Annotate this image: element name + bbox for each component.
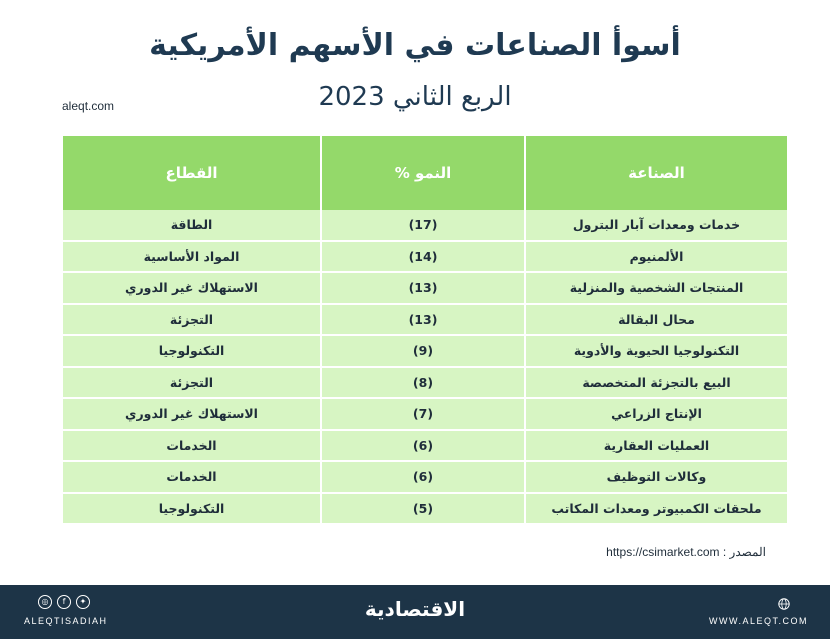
cell-growth: (7) xyxy=(321,398,525,430)
facebook-icon[interactable]: f xyxy=(57,595,71,609)
cell-industry: المنتجات الشخصية والمنزلية xyxy=(525,272,788,304)
globe-icon xyxy=(778,595,790,614)
cell-industry: خدمات ومعدات آبار البترول xyxy=(525,210,788,241)
cell-growth: (5) xyxy=(321,493,525,525)
source-note xyxy=(606,545,766,559)
table-row xyxy=(62,335,788,367)
cell-industry: العمليات العقارية xyxy=(525,430,788,462)
cell-growth: (13) xyxy=(321,304,525,336)
cell-sector: الاستهلاك غير الدوري xyxy=(62,398,321,430)
cell-industry: محال البقالة xyxy=(525,304,788,336)
instagram-icon[interactable]: ◎ xyxy=(38,595,52,609)
table-row xyxy=(62,272,788,304)
cell-sector: التجزئة xyxy=(62,367,321,399)
site-label: aleqt.com xyxy=(62,99,115,113)
cell-growth: (13) xyxy=(321,272,525,304)
page-title: أسوأ الصناعات في الأسهم الأمريكية xyxy=(149,28,681,63)
table-row xyxy=(62,367,788,399)
brand-logo: الاقتصادية xyxy=(364,597,466,621)
cell-sector: التكنولوجيا xyxy=(62,335,321,367)
cell-sector: الاستهلاك غير الدوري xyxy=(62,272,321,304)
cell-growth: (17) xyxy=(321,210,525,241)
cell-industry: ملحقات الكمبيوتر ومعدات المكاتب xyxy=(525,493,788,525)
website-link[interactable]: WWW.ALEQT.COM xyxy=(709,616,808,626)
cell-sector: الخدمات xyxy=(62,430,321,462)
cell-industry: التكنولوجيا الحيوية والأدوية xyxy=(525,335,788,367)
footer-bar xyxy=(0,585,830,639)
table-row xyxy=(62,241,788,273)
cell-growth: (8) xyxy=(321,367,525,399)
cell-sector: التكنولوجيا xyxy=(62,493,321,525)
industries-table xyxy=(61,136,789,525)
cell-industry: وكالات التوظيف xyxy=(525,461,788,493)
cell-growth: (9) xyxy=(321,335,525,367)
cell-sector: الخدمات xyxy=(62,461,321,493)
column-header-sector: القطاع xyxy=(62,136,321,210)
cell-growth: (6) xyxy=(321,430,525,462)
source-link[interactable]: https://csimarket.com xyxy=(606,545,720,559)
page-subtitle: الربع الثاني 2023 xyxy=(318,82,512,112)
table-row xyxy=(62,493,788,525)
twitter-icon[interactable]: ✦ xyxy=(76,595,90,609)
cell-sector: الطاقة xyxy=(62,210,321,241)
table-row xyxy=(62,461,788,493)
table-header-row xyxy=(62,136,788,210)
social-handle[interactable]: ALEQTISADIAH xyxy=(24,616,108,626)
cell-sector: المواد الأساسية xyxy=(62,241,321,273)
cell-industry: الإنتاج الزراعي xyxy=(525,398,788,430)
cell-sector: التجزئة xyxy=(62,304,321,336)
table-row xyxy=(62,304,788,336)
cell-growth: (14) xyxy=(321,241,525,273)
column-header-growth: النمو % xyxy=(321,136,525,210)
cell-growth: (6) xyxy=(321,461,525,493)
cell-industry: البيع بالتجزئة المتخصصة xyxy=(525,367,788,399)
cell-industry: الألمنيوم xyxy=(525,241,788,273)
source-label: المصدر : xyxy=(722,545,766,559)
table-row xyxy=(62,210,788,241)
column-header-industry: الصناعة xyxy=(525,136,788,210)
table-row xyxy=(62,430,788,462)
table-row xyxy=(62,398,788,430)
